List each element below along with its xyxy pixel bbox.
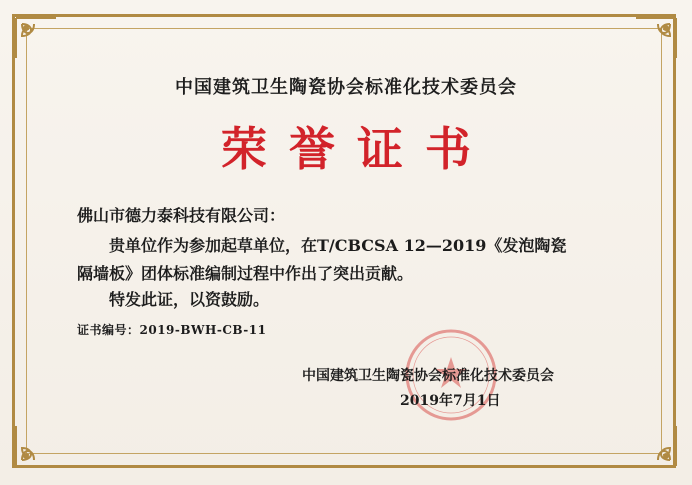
corner-ornament-icon — [14, 424, 58, 468]
organization-heading: 中国建筑卫生陶瓷协会标准化技术委员会 — [175, 77, 517, 98]
corner-ornament-icon — [634, 424, 678, 468]
closing-statement: 特发此证，以资鼓励。 — [109, 290, 270, 309]
corner-ornament-icon — [634, 16, 678, 60]
body-line-2: 隔墙板》团体标准编制过程中作出了突出贡献。 — [77, 264, 414, 283]
body-line-1: 贵单位作为参加起草单位，在T/CBCSA 12—2019《发泡陶瓷 — [109, 236, 567, 255]
recipient-name: 佛山市德力泰科技有限公司： — [77, 206, 286, 225]
corner-ornament-icon — [14, 16, 58, 60]
certificate-number: 证书编号：2019-BWH-CB-11 — [77, 323, 267, 337]
certificate-title: 荣誉证书 — [221, 122, 493, 176]
issuer-name: 中国建筑卫生陶瓷协会标准化技术委员会 — [302, 368, 554, 384]
issue-date: 2019年7月1日 — [400, 393, 501, 409]
certificate-body — [77, 232, 617, 288]
